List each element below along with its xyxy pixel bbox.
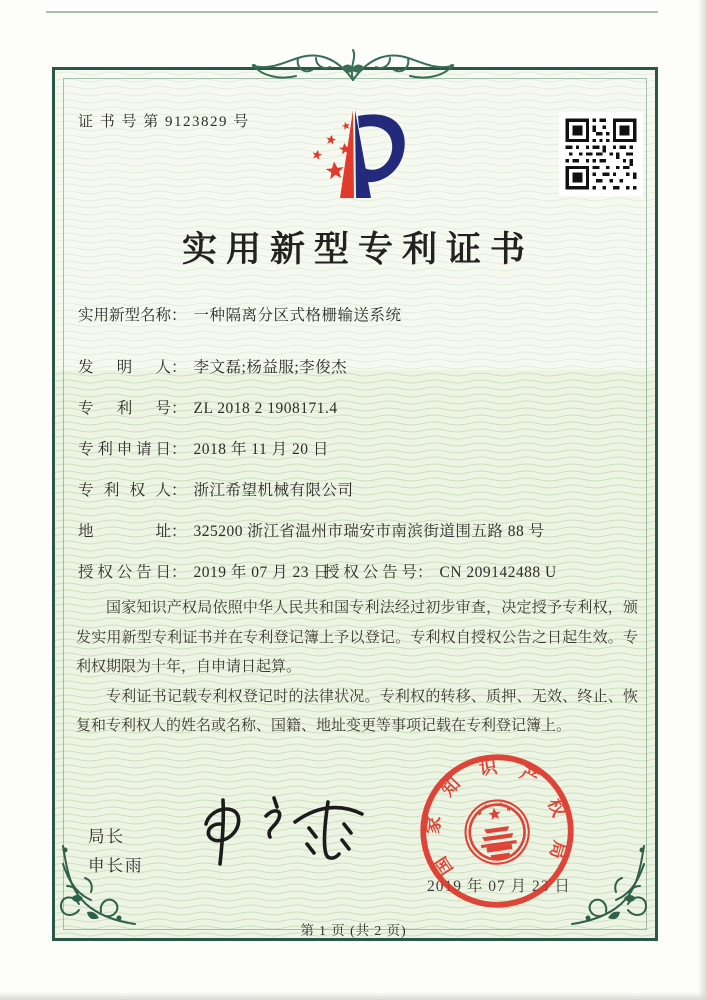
seal-char: 国 bbox=[430, 852, 457, 879]
grant-date-under-seal: 2019 年 07 月 23 日 bbox=[427, 878, 571, 895]
field-label: 专利申请日 bbox=[78, 441, 171, 458]
certificate-title: 实用新型专利证书 bbox=[181, 230, 534, 269]
field-label: 发明人 bbox=[78, 359, 171, 376]
seal-char: 家 bbox=[422, 815, 445, 835]
seal-char: 识 bbox=[477, 756, 499, 779]
outer-top-rule bbox=[46, 11, 658, 13]
director-title: 局长 bbox=[88, 827, 125, 846]
field-grant-number: 授权公告号： CN 209142488 U bbox=[324, 564, 557, 581]
field-filing-date: 专利申请日： 2018 年 11 月 20 日 bbox=[78, 437, 329, 459]
field-value: ZL 2018 2 1908171.4 bbox=[193, 400, 338, 417]
field-utility-model-name: 实用新型名称： 一种隔离分区式格栅输送系统 bbox=[78, 303, 402, 325]
field-grant-announcement bbox=[78, 560, 557, 582]
field-label: 实用新型名称 bbox=[78, 307, 172, 324]
field-label: 专利号 bbox=[78, 400, 171, 417]
field-value: 一种隔离分区式格栅输送系统 bbox=[193, 307, 402, 324]
field-value: 325200 浙江省温州市瑞安市南滨街道围五路 88 号 bbox=[193, 523, 545, 540]
seal-char: 局 bbox=[545, 838, 571, 862]
field-patentee: 专利权人： 浙江希望机械有限公司 bbox=[78, 478, 354, 500]
photo-edge-shadow-bottom bbox=[0, 992, 707, 1000]
qr-code bbox=[556, 112, 646, 196]
photo-edge-shadow-right bbox=[698, 0, 707, 1000]
legal-paragraph-2: 专利证书记载专利权登记时的法律状况。专利权的转移、质押、无效、终止、恢复和专利权人的姓名或名称、国籍、地址变更等事项记载在专利登记簿上。 bbox=[76, 688, 638, 734]
national-emblem bbox=[461, 796, 532, 867]
field-patent-number: 专利号： ZL 2018 2 1908171.4 bbox=[78, 396, 338, 418]
field-value: 2018 年 11 月 20 日 bbox=[193, 441, 329, 458]
handwritten-signature bbox=[192, 790, 370, 870]
seal-char: 知 bbox=[437, 773, 465, 801]
field-label: 地址 bbox=[78, 523, 171, 540]
page-number: 第 1 页 (共 2 页) bbox=[300, 923, 407, 938]
field-grant-date: 授权公告日： 2019 年 07 月 23 日 bbox=[78, 564, 330, 581]
certificate-number: 证 书 号 第 9123829 号 bbox=[78, 114, 250, 130]
cnipa-patent-logo-icon bbox=[296, 104, 408, 204]
cnipa-seal bbox=[418, 752, 576, 910]
seal-char: 产 bbox=[516, 762, 543, 789]
director-block bbox=[88, 822, 144, 880]
field-value: 李文磊;杨益服;李俊杰 bbox=[193, 359, 348, 376]
director-name: 申长雨 bbox=[88, 856, 144, 875]
field-address: 地址： 325200 浙江省温州市瑞安市南滨街道围五路 88 号 bbox=[78, 519, 545, 541]
seal-char: 权 bbox=[543, 795, 570, 820]
field-inventors: 发明人： 李文磊;杨益服;李俊杰 bbox=[78, 355, 347, 377]
legal-paragraph-1: 国家知识产权局依照中华人民共和国专利法经过初步审查，决定授予专利权，颁发实用新型专利证书并在专利登记簿上予以登记。专利权自授权公告之日起生效。专利权期限为十年，自申请日起算。 bbox=[76, 600, 638, 675]
legal-text bbox=[76, 594, 638, 742]
field-label: 专利权人 bbox=[78, 482, 171, 499]
field-value: 浙江希望机械有限公司 bbox=[193, 482, 354, 499]
